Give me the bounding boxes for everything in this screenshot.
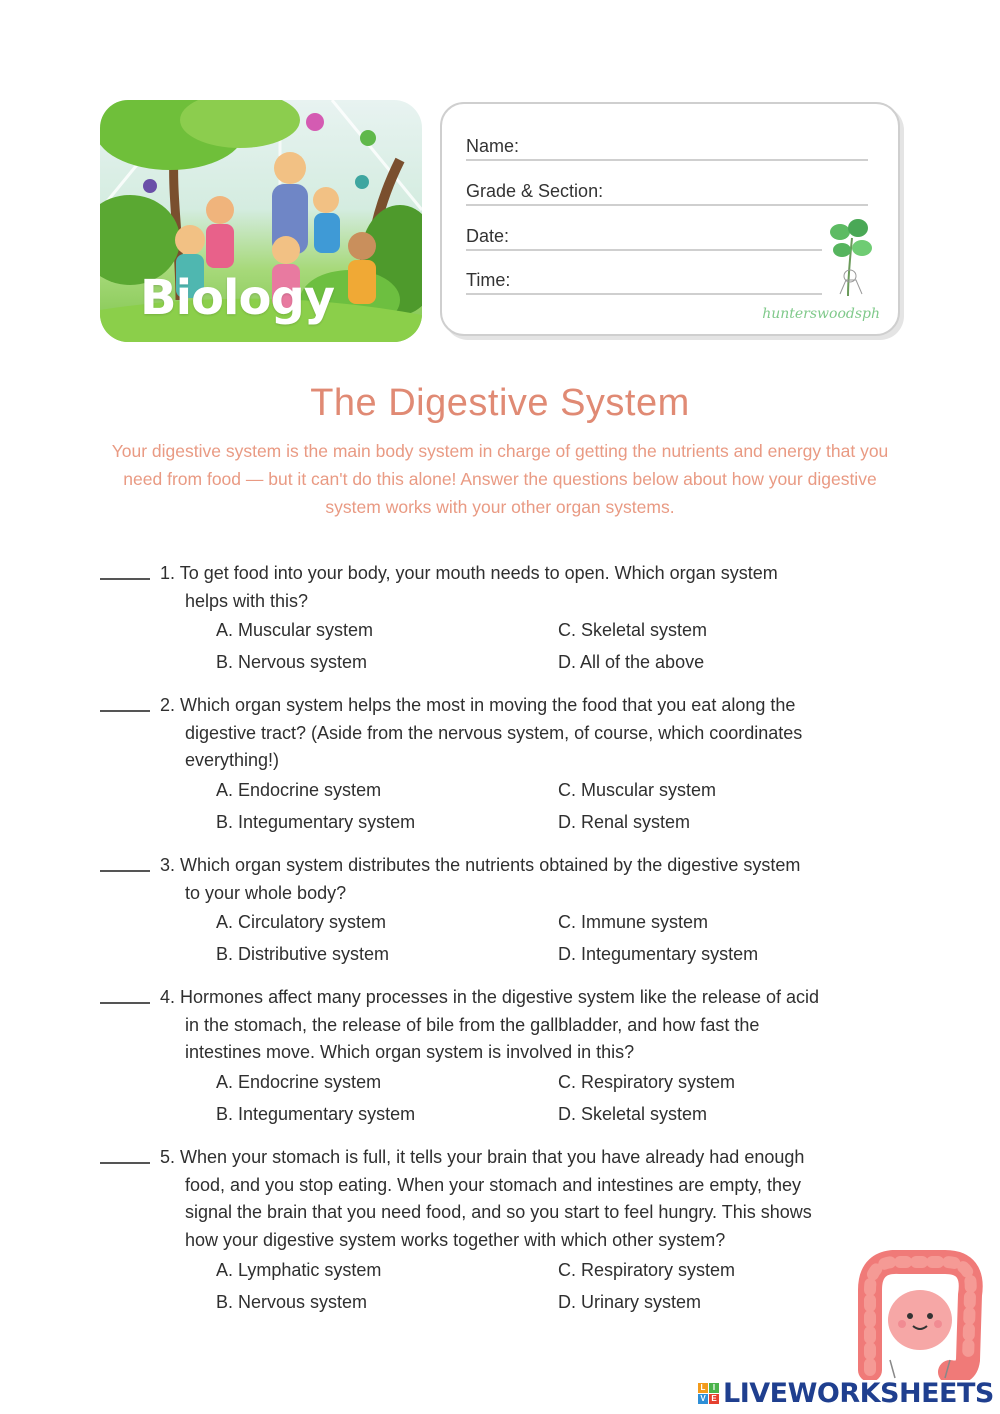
subject-title: Biology (140, 270, 335, 326)
question-line: Which organ system distributes the nutrients obtained by the digestive system (180, 855, 801, 875)
plant-icon (826, 218, 874, 296)
q2-option-b[interactable]: B. Integumentary system (216, 812, 416, 832)
logo-letter: V (698, 1394, 708, 1404)
answer-blank-1[interactable] (100, 578, 150, 580)
q3-option-a[interactable]: A. Circulatory system (216, 912, 387, 932)
q2-option-d[interactable]: D. Renal system (558, 812, 691, 832)
question-3-text (160, 852, 900, 907)
name-label: Name: (466, 136, 520, 156)
answer-blank-3[interactable] (100, 870, 150, 872)
intestine-mascot-icon (850, 1250, 985, 1380)
question-line: intestines move. Which organ system is involved in this? (185, 1042, 635, 1062)
answer-blank-5[interactable] (100, 1162, 150, 1164)
date-label: Date: (466, 226, 510, 246)
question-number: 3. (160, 855, 176, 875)
question-line: how your digestive system works together with which other system? (185, 1229, 726, 1250)
question-1-text (160, 560, 900, 615)
q5-option-b[interactable]: B. Nervous system (216, 1292, 368, 1312)
question-line: everything!) (185, 750, 280, 770)
q5-option-d[interactable]: D. Urinary system (558, 1292, 702, 1312)
question-4-text (160, 984, 900, 1067)
subject-banner (100, 100, 422, 342)
question-line: in the stomach, the release of bile from the gallbladder, and how fast the (185, 1014, 760, 1035)
q1-option-d[interactable]: D. All of the above (558, 652, 705, 672)
worksheet-title: The Digestive System (310, 382, 690, 424)
q2-option-c[interactable]: C. Muscular system (558, 780, 717, 800)
question-line: food, and you stop eating. When your stomach and intestines are empty, they (185, 1174, 802, 1195)
question-line: to your whole body? (185, 882, 347, 903)
logo-letter: E (709, 1394, 719, 1404)
answer-blank-4[interactable] (100, 1002, 150, 1004)
question-line: Which organ system helps the most in moving the food that you eat along the (180, 695, 796, 715)
q1-option-b[interactable]: B. Nervous system (216, 652, 368, 672)
question-2-text (160, 692, 900, 775)
q1-option-c[interactable]: C. Skeletal system (558, 620, 708, 640)
answer-blank-2[interactable] (100, 710, 150, 712)
question-line: digestive tract? (Aside from the nervous system, of course, which coordinates (185, 722, 803, 743)
name-field[interactable] (466, 159, 868, 161)
date-field[interactable] (466, 249, 822, 251)
time-field[interactable] (466, 293, 822, 295)
grade-section-field[interactable] (466, 204, 868, 206)
q4-option-a[interactable]: A. Endocrine system (216, 1072, 382, 1092)
q1-option-a[interactable]: A. Muscular system (216, 620, 374, 640)
question-line: When your stomach is full, it tells your brain that you have already had enough (180, 1147, 805, 1167)
q5-option-c[interactable]: C. Respiratory system (558, 1260, 736, 1280)
question-line: helps with this? (185, 590, 309, 611)
q4-option-d[interactable]: D. Skeletal system (558, 1104, 708, 1124)
brand-signature: hunterswoodsph (762, 306, 880, 322)
question-5-text (160, 1144, 900, 1254)
question-line: Hormones affect many processes in the digestive system like the release of acid (180, 987, 820, 1007)
logo-letter: L (698, 1383, 708, 1393)
q2-option-a[interactable]: A. Endocrine system (216, 780, 382, 800)
logo-mark-icon (698, 1383, 719, 1404)
question-line: signal the brain that you need food, and so you start to feel hungry. This shows (185, 1202, 812, 1222)
q3-option-d[interactable]: D. Integumentary system (558, 944, 759, 964)
logo-text: LIVEWORKSHEETS (723, 1377, 994, 1409)
q4-option-b[interactable]: B. Integumentary system (216, 1104, 416, 1124)
question-number: 1. (160, 563, 176, 583)
worksheet-intro: Your digestive system is the main body system in charge of getting the nutrients and energy that you need from food — but it can't do this alone! Answer the questions below about how your digestive system works with your other organ systems. (111, 441, 889, 517)
question-number: 5. (160, 1147, 176, 1167)
q3-option-c[interactable]: C. Immune system (558, 912, 709, 932)
question-number: 4. (160, 987, 176, 1007)
grade-section-label: Grade & Section: (466, 181, 604, 201)
student-info-box (440, 102, 900, 336)
q4-option-c[interactable]: C. Respiratory system (558, 1072, 736, 1092)
q5-option-a[interactable]: A. Lymphatic system (216, 1260, 382, 1280)
time-label: Time: (466, 270, 511, 290)
question-number: 2. (160, 695, 176, 715)
question-line: To get food into your body, your mouth needs to open. Which organ system (179, 563, 778, 583)
liveworksheets-logo[interactable] (698, 1378, 994, 1408)
logo-letter: I (709, 1383, 719, 1393)
q3-option-b[interactable]: B. Distributive system (216, 944, 390, 964)
